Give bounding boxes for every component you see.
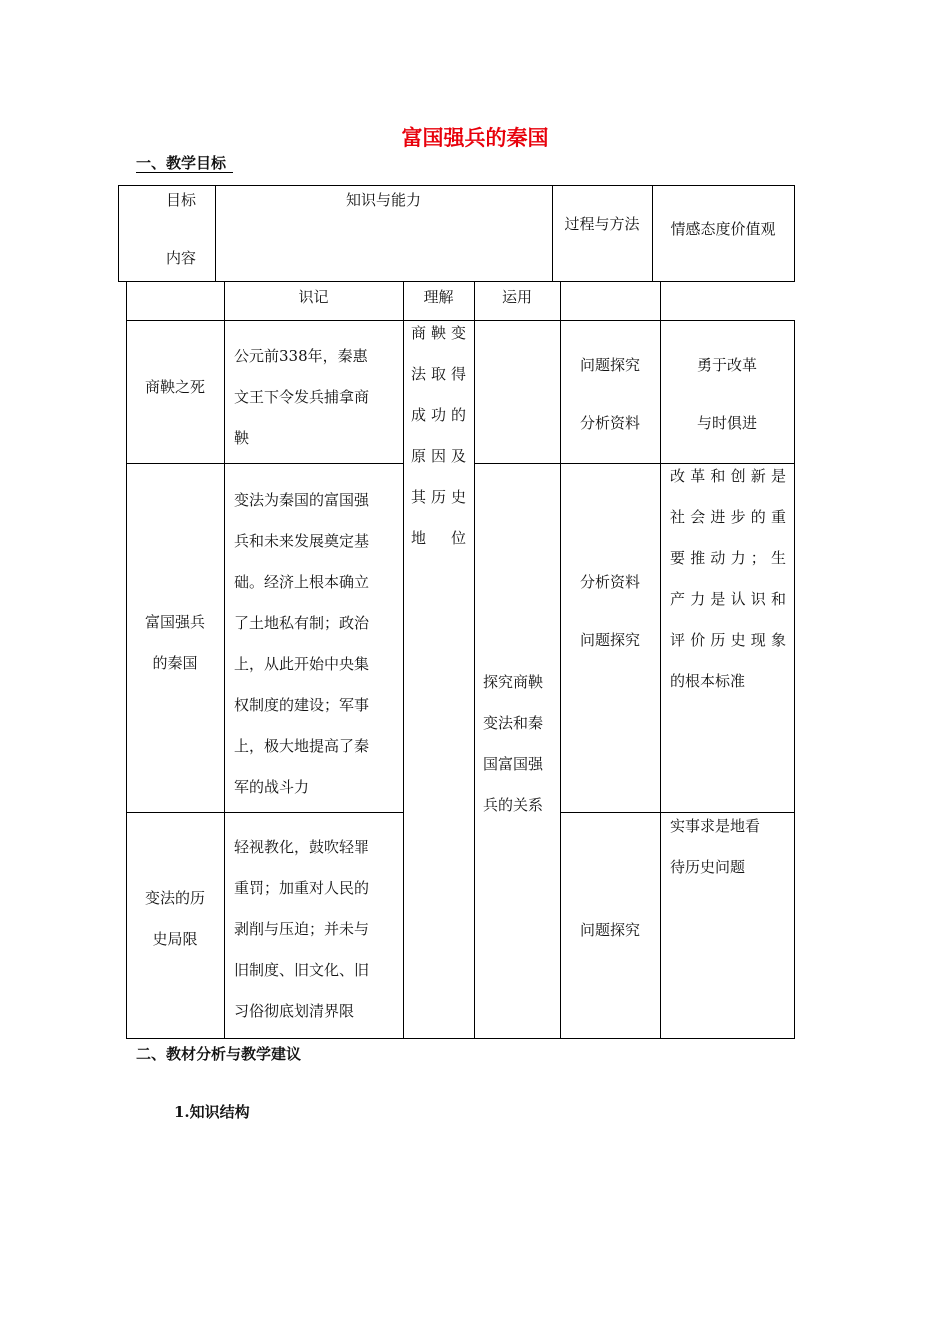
document-title: 富国强兵的秦国: [401, 125, 549, 150]
row1-topic: 商鞅之死: [144, 378, 205, 396]
header-corner-content: 内容: [166, 249, 197, 267]
row2-topic: 富国强兵 的秦国: [144, 613, 205, 672]
header-apply: 运用: [501, 288, 532, 306]
row3-recall: 轻视教化，鼓吹轻罪 重罚；加重对人民的 剥削与压迫；并未与 旧制度、旧文化、旧 习俗彻底划清界限: [234, 838, 370, 1020]
apply-merged: 探究商鞅 变法和秦 国富国强 兵的关系: [483, 673, 544, 814]
subsection-heading-structure: 1.知识结构: [174, 1103, 250, 1121]
header-process: 过程与方法: [564, 215, 640, 233]
header-recall: 识记: [298, 288, 329, 306]
section-heading-analysis: 二、教材分析与教学建议: [136, 1045, 302, 1063]
row2-emotion: 改革和创新是 社会进步的重 要推动力；生 产力是认识和 评价历史现象 的根本标准: [670, 467, 786, 690]
row1-process: 问题探究 分析资料: [579, 356, 640, 432]
row3-process: 问题探究: [579, 921, 640, 939]
understand-merged: 商鞅变 法取得 成功的 原因及 其历史 地位: [411, 324, 466, 547]
row3-topic: 变法的历 史局限: [144, 889, 205, 948]
heading-underline: [136, 172, 233, 173]
row2-process: 分析资料 问题探究: [579, 573, 640, 649]
section-heading-objectives: 一、教学目标: [136, 154, 227, 172]
row3-emotion: 实事求是地看 待历史问题: [670, 817, 761, 876]
header-emotion: 情感态度价值观: [670, 220, 776, 238]
header-knowledge: 知识与能力: [345, 191, 421, 209]
row2-recall: 变法为秦国的富国强 兵和未来发展奠定基 础。经济上根本确立 了土地私有制；政治 上，从此开始中央集 权制度的建设；军事 上，极大地提高了秦 军的战斗力: [234, 491, 370, 796]
row1-emotion: 勇于改革 与时俱进: [696, 356, 757, 432]
header-corner-target: 目标: [166, 191, 197, 209]
row1-recall: 公元前338年，秦惠 文王下令发兵捕拿商 鞅: [234, 347, 370, 447]
header-understand: 理解: [423, 288, 454, 306]
